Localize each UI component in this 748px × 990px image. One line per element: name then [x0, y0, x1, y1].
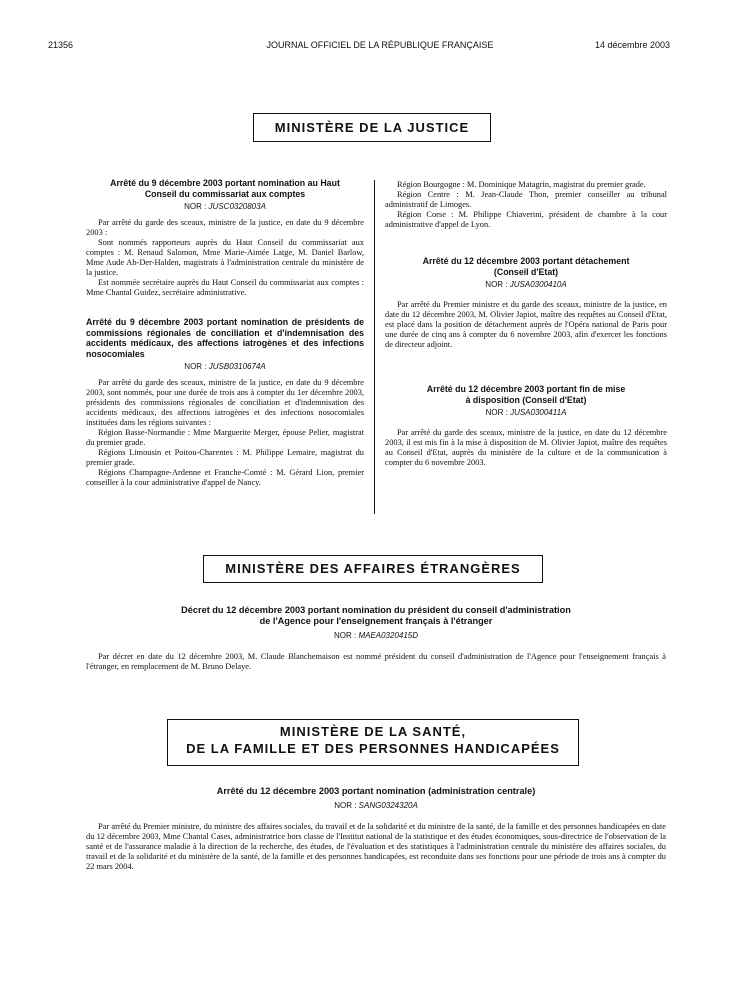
arrete2-paragraph-4: Régions Champagne-Ardenne et Franche-Comté : M. Gérard Lion, premier conseiller à la cour administrative d'appel de Nancy.	[86, 468, 364, 487]
arrete2-paragraph-3: Régions Limousin et Poitou-Charentes : M. Philippe Lemaire, magistrat du premier grade.	[86, 448, 364, 467]
arrete2-paragraph-5: Région Bourgogne : M. Dominique Matagrin, magistrat du premier grade.	[397, 180, 646, 189]
arrete1-nor	[86, 202, 364, 212]
arrete4-title	[385, 384, 667, 405]
decret-title-line1: Décret du 12 décembre 2003 portant nomination du président du conseil d'administration	[181, 605, 571, 615]
arrete3-title	[385, 256, 667, 277]
arrete2-paragraph-7: Région Corse : M. Philippe Chiaverini, président de chambre à la cour administrative d'appel de Lyon.	[385, 210, 667, 229]
arrete1-paragraph-3: Est nommée secrétaire auprès du Haut Conseil du commissariat aux comptes : Mme Chantal Guidez, secrétaire administrative.	[86, 278, 364, 297]
page-number: 21356	[48, 40, 74, 50]
arrete3-nor-code: JUSA0300410A	[509, 280, 567, 289]
ministry-heading-sante	[167, 719, 579, 766]
arrete2-nor	[86, 362, 364, 372]
column-divider	[374, 180, 375, 514]
arrete1-nor-code: JUSC0320803A	[208, 202, 266, 211]
ministry-heading-sante-line1: MINISTÈRE DE LA SANTÉ,	[279, 724, 467, 739]
arrete2-nor-label: NOR :	[184, 362, 207, 371]
arrete4-nor-code: JUSA0300411A	[510, 408, 567, 417]
arrete2-paragraph-6: Région Centre : M. Jean-Claude Thon, premier conseiller au tribunal administratif de Limoges.	[385, 190, 667, 209]
arrete4-title-line1: Arrêté du 12 décembre 2003 portant fin de mise	[426, 384, 626, 394]
arrete3-paragraph: Par arrêté du Premier ministre et du garde des sceaux, ministre de la justice, en date du 12 décembre 2003, M. Olivier Japiot, maître des requêtes au Conseil d'Etat, est placé dans la position de détachement auprès de l'Opéra national de Paris pour une durée de cinq ans à compter du 6 novembre 2003, afin d'exercer les fonctions de directeur adjoint.	[385, 300, 667, 349]
sante-arrete-nor-label: NOR :	[334, 801, 357, 810]
sante-arrete-body	[86, 822, 666, 872]
arrete4-nor	[385, 408, 667, 418]
ministry-heading-affaires-text: MINISTÈRE DES AFFAIRES ÉTRANGÈRES	[225, 561, 521, 576]
arrete1-paragraph-1: Par arrêté du garde des sceaux, ministre de la justice, en date du 9 décembre 2003 :	[86, 218, 364, 237]
decret-nor	[86, 631, 666, 640]
arrete3-nor	[385, 280, 667, 290]
decret-nor-code: MAEA0320415D	[358, 631, 419, 640]
ministry-heading-justice-text: MINISTÈRE DE LA JUSTICE	[274, 120, 470, 135]
sante-arrete-nor	[86, 801, 666, 810]
sante-arrete-title: Arrêté du 12 décembre 2003 portant nomination (administration centrale)	[216, 786, 536, 796]
arrete2-paragraph-2: Région Basse-Normandie : Mme Marguerite Merger, épouse Pelier, magistrat du premier grade.	[86, 428, 364, 447]
arrete2-nor-code: JUSB0310674A	[208, 362, 266, 371]
sante-arrete-paragraph: Par arrêté du Premier ministre, du ministre des affaires sociales, du travail et de la solidarité et du ministre de la santé, de la famille et des personnes handicapées en date du 12 décembre 2003, Mme Chantal Cases, administratrice hors classe de l'Institut national de la statistique et des études économiques, sous-directrice de l'observation de la santé et de l'assurance maladie à la direction de la recherche, des études, de l'évaluation et des statistiques à l'administration centrale du ministère des affaires sociales, du travail et de la solidarité et du ministère de la santé, de la famille et des personnes handicapées, est reconduite dans ses fonctions pour une période de trois ans à compter du 22 mars 2004.	[86, 822, 666, 871]
decret-paragraph: Par décret en date du 12 décembre 2003, M. Claude Blanchemaison est nommé président du conseil d'administration de l'Agence pour l'enseignement français à l'étranger, en remplacement de M. Bruno Delaye.	[86, 652, 666, 671]
arrete1-nor-label: NOR :	[184, 202, 207, 211]
sante-arrete-nor-code: SANG0324320A	[358, 801, 418, 810]
arrete4-title-line2: à disposition (Conseil d'Etat)	[465, 394, 587, 405]
arrete1-paragraph-2: Sont nommés rapporteurs auprès du Haut Conseil du commissariat aux comptes : M. Renaud Salomon, Mme Marie-Aimée Latge, M. Daniel Barlow, Mme Aude Ab-Der-Halden, magistrats à l'administration centrale du ministère de la justice.	[86, 238, 364, 277]
arrete1-title: Arrêté du 9 décembre 2003 portant nomination au Haut Conseil du commissariat aux comptes	[110, 178, 340, 199]
arrete3-nor-label: NOR :	[485, 280, 508, 289]
publication-date: 14 décembre 2003	[594, 40, 670, 50]
arrete2-paragraph-1: Par arrêté du garde des sceaux, ministre de la justice, en date du 9 décembre 2003, sont nommés, pour une durée de trois ans à compter du 1er décembre 2003, présidents des commissions régionales de conciliation et d'indemnisation des accidents médicaux, des affections iatrogènes et des infections nosocomiales instituées dans les régions suivantes :	[86, 378, 364, 427]
arrete3-title-line1: Arrêté du 12 décembre 2003 portant détachement	[422, 256, 630, 266]
arrete2-title: Arrêté du 9 décembre 2003 portant nomination de présidents de commissions régionales de conciliation et d'indemnisation des accidents médicaux, des affections iatrogènes et des infections nosocomiales	[86, 317, 364, 359]
journal-title: JOURNAL OFFICIEL DE LA RÉPUBLIQUE FRANÇAISE	[266, 40, 494, 50]
ministry-heading-affaires	[203, 555, 543, 583]
column-left	[86, 178, 364, 488]
ministry-heading-sante-line2: DE LA FAMILLE ET DES PERSONNES HANDICAPÉES	[186, 741, 560, 756]
ministry-heading-justice	[253, 113, 491, 142]
arrete4-paragraph: Par arrêté du garde des sceaux, ministre de la justice, en date du 12 décembre 2003, il est mis fin à la mise à disposition de M. Olivier Japiot, maître des requêtes au Conseil d'Etat, auprès du ministère de la culture et de la communication à compter du 6 novembre 2003.	[385, 428, 667, 467]
decret-nor-label: NOR :	[333, 631, 357, 640]
arrete4-nor-label: NOR :	[485, 408, 508, 417]
column-right	[385, 180, 667, 468]
decret-body	[86, 652, 666, 672]
decret-title-line2: de l'Agence pour l'enseignement français à l'étranger	[259, 615, 493, 626]
decret-title	[86, 605, 666, 626]
arrete3-title-line2: (Conseil d'Etat)	[493, 266, 559, 277]
